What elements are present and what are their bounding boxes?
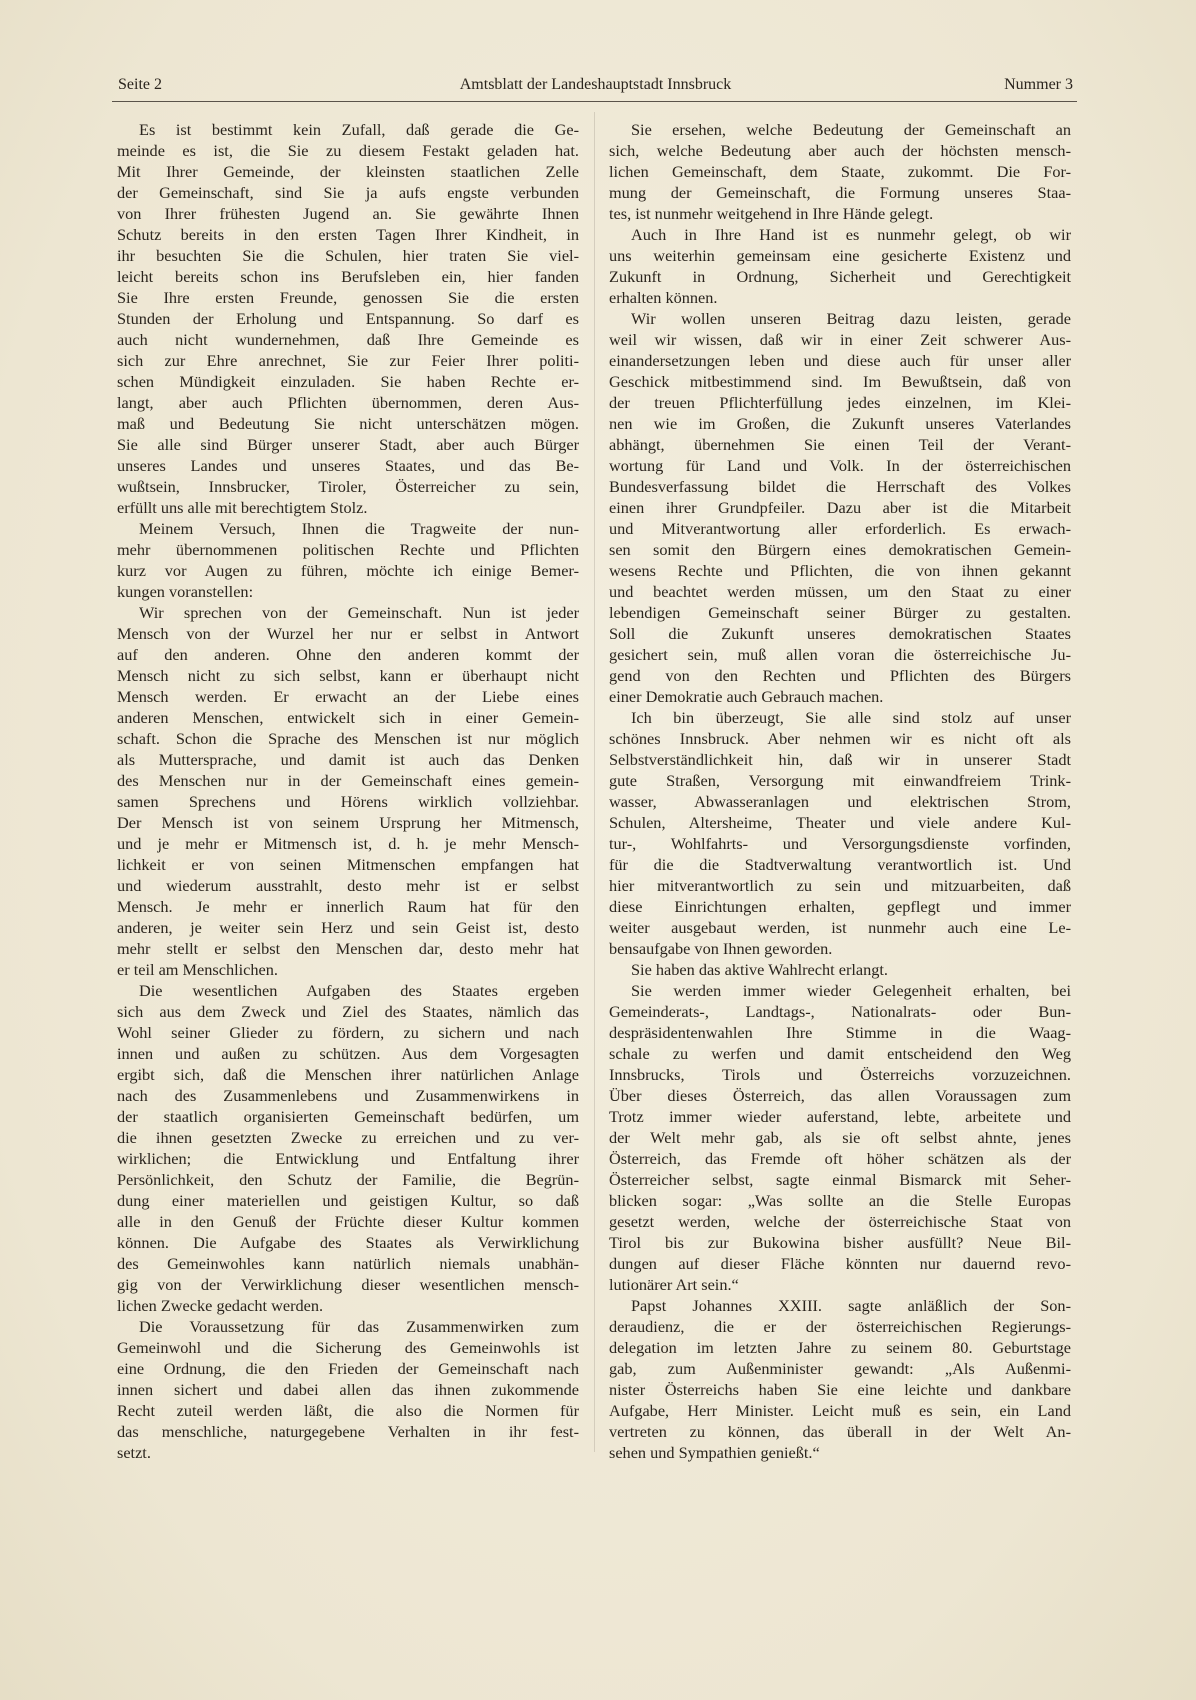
- text-line: langt, aber auch Pflichten übernommen, deren Aus-: [117, 393, 579, 412]
- text-line: Selbstverständlichkeit hin, daß wir in unserer Stadt: [609, 750, 1071, 769]
- text-line: mung der Gemeinschaft, die Formung unseres Staa-: [609, 183, 1071, 202]
- text-line: tes, ist nunmehr weitgehend in Ihre Hände gelegt.: [609, 204, 934, 223]
- text-line: schönes Innsbruck. Aber nehmen wir es nicht oft als: [609, 729, 1071, 748]
- text-line: sen somit den Bürgern eines demokratischen Gemein-: [609, 540, 1071, 559]
- text-line: von Ihrer frühesten Jugend an. Sie gewährte Ihnen: [117, 204, 579, 223]
- text-line: wortung für Land und Volk. In der österreichischen: [609, 456, 1071, 475]
- text-line: weil wir wissen, daß wir in einer Zeit schwerer Aus-: [609, 330, 1071, 349]
- text-line: Aufgabe, Herr Minister. Leicht muß es sein, ein Land: [609, 1401, 1071, 1420]
- publication-title: Amtsblatt der Landeshauptstadt Innsbruck: [459, 76, 732, 93]
- text-line: tur-, Wohlfahrts- und Versorgungsdienste vorfinden,: [609, 834, 1071, 853]
- text-line: weiter ausgebaut werden, ist nunmehr auch eine Le-: [609, 918, 1071, 937]
- text-line: dungen auf dieser Fläche könnten nur dauernd revo-: [609, 1254, 1071, 1273]
- text-line: sich aus dem Zweck und Ziel des Staates, nämlich das: [117, 1002, 579, 1021]
- text-line: Zukunft in Ordnung, Sicherheit und Gerechtigkeit: [609, 267, 1071, 286]
- text-line: ihr besuchten Sie die Schulen, hier traten Sie viel-: [117, 246, 579, 265]
- text-line: meinde es ist, die Sie zu diesem Festakt geladen hat.: [117, 141, 579, 160]
- text-line: nen wie im Großen, die Zukunft unseres Vaterlandes: [609, 414, 1071, 433]
- text-line: innen sichert und dabei allen das ihnen zukommende: [117, 1380, 579, 1399]
- text-line: Sie haben das aktive Wahlrecht erlangt.: [631, 960, 888, 979]
- text-line: samen Sprechens und Hörens wirklich vollziehbar.: [117, 792, 579, 811]
- text-line: Ich bin überzeugt, Sie alle sind stolz auf unser: [631, 708, 1071, 727]
- column-divider: [594, 112, 595, 1452]
- text-line: lutionärer Art sein.“: [609, 1275, 739, 1294]
- text-line: können. Die Aufgabe des Staates als Verwirklichung: [117, 1233, 579, 1252]
- text-line: Geschick mitbestimmend sind. Im Bewußtsein, daß von: [609, 372, 1071, 391]
- text-line: der Gemeinschaft, sind Sie ja aufs engste verbunden: [117, 183, 579, 202]
- text-line: Die Voraussetzung für das Zusammenwirken zum: [139, 1317, 579, 1336]
- text-line: Bundesverfassung bildet die Herrschaft des Volkes: [609, 477, 1071, 496]
- text-line: Trotz immer wieder auferstand, lebte, arbeitete und: [609, 1107, 1071, 1126]
- paragraph: [609, 308, 1071, 707]
- text-line: der Welt mehr gab, als sie oft selbst ahnte, jenes: [609, 1128, 1071, 1147]
- text-line: lebendigen Gemeinschaft seiner Bürger zu gestalten.: [609, 603, 1071, 622]
- text-line: als Muttersprache, und damit ist auch das Denken: [117, 750, 579, 769]
- text-line: despräsidentenwahlen Ihre Stimme in die Waag-: [609, 1023, 1071, 1042]
- text-line: erhalten können.: [609, 288, 718, 307]
- text-line: nach des Zusammenlebens und Zusammenwirkens in: [117, 1086, 579, 1105]
- text-line: kungen voranstellen:: [117, 582, 254, 601]
- text-line: wußtsein, Innsbrucker, Tiroler, Österreicher zu sein,: [117, 477, 579, 496]
- paragraph: [609, 707, 1071, 959]
- paragraph: [117, 119, 579, 518]
- text-line: Österreich, das Fremde oft höher schätzen als der: [609, 1149, 1071, 1168]
- text-line: setzt.: [117, 1443, 151, 1462]
- text-line: Gemeinwohl und die Sicherung des Gemeinwohls ist: [117, 1338, 579, 1357]
- text-line: delegation im letzten Jahre zu seinem 80. Geburtstage: [609, 1338, 1071, 1357]
- text-line: mehr übernommenen politischen Rechte und Pflichten: [117, 540, 579, 559]
- text-line: uns weiterhin gemeinsam eine gesicherte Existenz und: [609, 246, 1071, 265]
- text-line: diese Einrichtungen erhalten, gepflegt und immer: [609, 897, 1071, 916]
- text-line: Sie Ihre ersten Freunde, genossen Sie die ersten: [117, 288, 579, 307]
- text-column-left: [117, 119, 579, 1463]
- text-line: bensaufgabe von Ihnen geworden.: [609, 939, 833, 958]
- text-line: Wir sprechen von der Gemeinschaft. Nun ist jeder: [139, 603, 579, 622]
- paragraph: [609, 959, 1071, 980]
- text-line: schale zu werfen und damit entscheidend den Weg: [609, 1044, 1071, 1063]
- text-line: sich zur Ehre anrechnet, Sie zur Feier Ihrer politi-: [117, 351, 579, 370]
- text-line: abhängt, übernehmen Sie einen Teil der Verant-: [609, 435, 1071, 454]
- text-line: der treuen Pflichterfüllung jedes einzelnen, im Klei-: [609, 393, 1071, 412]
- text-line: dung einer materiellen und geistigen Kultur, so daß: [117, 1191, 579, 1210]
- text-line: lichen Gemeinschaft, dem Staate, zukommt. Die For-: [609, 162, 1071, 181]
- text-line: Wir wollen unseren Beitrag dazu leisten, gerade: [631, 309, 1071, 328]
- text-line: und Mitverantwortung aller erforderlich. Es erwach-: [609, 519, 1071, 538]
- text-line: nister Österreichs haben Sie eine leichte und dankbare: [609, 1380, 1071, 1399]
- paragraph: [117, 980, 579, 1316]
- text-line: vertreten zu können, das überall in der Welt An-: [609, 1422, 1071, 1441]
- text-line: Sie alle sind Bürger unserer Stadt, aber auch Bürger: [117, 435, 579, 454]
- paragraph: [609, 1295, 1071, 1463]
- text-line: schen Mündigkeit einzuladen. Sie haben Rechte er-: [117, 372, 579, 391]
- paragraph: [117, 602, 579, 980]
- text-line: auf den anderen. Ohne den anderen kommt der: [117, 645, 579, 664]
- text-line: Schutz bereits in den ersten Tagen Ihrer Kindheit, in: [117, 225, 579, 244]
- text-line: des Menschen nur in der Gemeinschaft eines gemein-: [117, 771, 579, 790]
- text-line: alle in den Genuß der Früchte dieser Kultur kommen: [117, 1212, 579, 1231]
- text-line: Österreicher selbst, sagte einmal Bismarck mit Seher-: [609, 1170, 1071, 1189]
- text-line: unseres Landes und unseres Staates, und das Be-: [117, 456, 579, 475]
- paragraph: [609, 119, 1071, 224]
- text-line: Recht zuteil werden läßt, die also die Normen für: [117, 1401, 579, 1420]
- text-line: Papst Johannes XXIII. sagte anläßlich der Son-: [631, 1296, 1071, 1315]
- text-line: wirklichen; die Entwicklung und Entfaltung ihrer: [117, 1149, 579, 1168]
- text-line: der staatlich organisierten Gemeinschaft bedürfen, um: [117, 1107, 579, 1126]
- header-rule: [112, 101, 1077, 102]
- text-line: und je mehr er Mitmensch ist, d. h. je mehr Mensch-: [117, 834, 579, 853]
- text-line: einandersetzungen leben und diese auch für unser aller: [609, 351, 1071, 370]
- text-line: kurz vor Augen zu führen, möchte ich einige Bemer-: [117, 561, 579, 580]
- paragraph: [609, 980, 1071, 1295]
- text-line: Mit Ihrer Gemeinde, der kleinsten staatlichen Zelle: [117, 162, 579, 181]
- text-line: innen und außen zu schützen. Aus dem Vorgesagten: [117, 1044, 579, 1063]
- text-line: die ihnen gesetzten Zwecke zu erreichen und zu ver-: [117, 1128, 579, 1147]
- text-line: Wohl seiner Glieder zu fördern, zu sichern und nach: [117, 1023, 579, 1042]
- text-line: des Gemeinwohles kann natürlich niemals unabhän-: [117, 1254, 579, 1273]
- paragraph: [117, 518, 579, 602]
- text-line: Mensch. Je mehr er innerlich Raum hat für den: [117, 897, 579, 916]
- text-line: schaft. Schon die Sprache des Menschen ist nur möglich: [117, 729, 579, 748]
- issue-number: Nummer 3: [1004, 76, 1073, 93]
- text-line: Mensch nicht zu sich selbst, kann er überhaupt nicht: [117, 666, 579, 685]
- text-line: erfüllt uns alle mit berechtigtem Stolz.: [117, 498, 368, 517]
- text-line: einen ihrer Grundpfeiler. Dazu aber ist die Mitarbeit: [609, 498, 1071, 517]
- text-line: anderen, je weiter sein Herz und sein Geist ist, desto: [117, 918, 579, 937]
- text-line: gend von den Rechten und Pflichten des Bürgers: [609, 666, 1071, 685]
- text-line: anderen Menschen, entwickelt sich in einer Gemein-: [117, 708, 579, 727]
- text-line: Es ist bestimmt kein Zufall, daß gerade die Ge-: [139, 120, 579, 139]
- text-line: Sie werden immer wieder Gelegenheit erhalten, bei: [631, 981, 1071, 1000]
- text-line: Gemeinderats-, Landtags-, Nationalrats- oder Bun-: [609, 1002, 1071, 1021]
- text-line: ergibt sich, daß die Menschen ihrer natürlichen Anlage: [117, 1065, 579, 1084]
- text-line: Tirol bis zur Bukowina bisher ausfüllt? Neue Bil-: [609, 1233, 1071, 1252]
- text-line: und beachtet werden müssen, um den Staat zu einer: [609, 582, 1071, 601]
- text-line: eine Ordnung, die den Frieden der Gemeinschaft nach: [117, 1359, 579, 1378]
- paragraph: [117, 1316, 579, 1463]
- text-line: gab, zum Außenminister gewandt: „Als Außenmi-: [609, 1359, 1071, 1378]
- text-line: gig von der Verwirklichung dieser wesentlichen mensch-: [117, 1275, 579, 1294]
- text-line: einer Demokratie auch Gebrauch machen.: [609, 687, 884, 706]
- text-line: das menschliche, naturgegebene Verhalten in ihr fest-: [117, 1422, 579, 1441]
- text-line: Stunden der Erholung und Entspannung. So darf es: [117, 309, 579, 328]
- page-header: [118, 76, 1073, 98]
- text-line: er teil am Menschlichen.: [117, 960, 278, 979]
- text-line: Innsbrucks, Tirols und Österreichs vorzuzeichnen.: [609, 1065, 1071, 1084]
- text-line: Soll die Zukunft unseres demokratischen Staates: [609, 624, 1071, 643]
- text-line: gesichert sein, muß allen voran die österreichische Ju-: [609, 645, 1071, 664]
- text-line: und wiederum ausstrahlt, desto mehr ist er selbst: [117, 876, 579, 895]
- text-line: lichen Zwecke gedacht werden.: [117, 1296, 324, 1315]
- text-line: Sie ersehen, welche Bedeutung der Gemeinschaft an: [631, 120, 1071, 139]
- page-number: Seite 2: [118, 76, 162, 93]
- text-line: hier mitverantwortlich zu sein und mitzuarbeiten, daß: [609, 876, 1071, 895]
- text-line: maß und Bedeutung Sie nicht unterschätzen mögen.: [117, 414, 579, 433]
- text-line: Mensch von der Wurzel her nur er selbst in Antwort: [117, 624, 579, 643]
- text-line: gute Straßen, Versorgung mit einwandfreiem Trink-: [609, 771, 1071, 790]
- text-line: Auch in Ihre Hand ist es nunmehr gelegt, ob wir: [631, 225, 1071, 244]
- text-line: wesens Rechte und Pflichten, die von ihnen gekannt: [609, 561, 1071, 580]
- text-line: Mensch werden. Er erwacht an der Liebe eines: [117, 687, 579, 706]
- text-line: sehen und Sympathien genießt.“: [609, 1443, 820, 1462]
- text-line: auch nicht wundernehmen, daß Ihre Gemeinde es: [117, 330, 579, 349]
- paragraph: [609, 224, 1071, 308]
- text-line: Die wesentlichen Aufgaben des Staates ergeben: [139, 981, 579, 1000]
- text-line: Der Mensch ist von seinem Ursprung her Mitmensch,: [117, 813, 579, 832]
- text-line: leicht bereits schon ins Berufsleben ein, hier fanden: [117, 267, 579, 286]
- text-line: wasser, Abwasseranlagen und elektrischen Strom,: [609, 792, 1071, 811]
- text-line: blicken sogar: „Was sollte an die Stelle Europas: [609, 1191, 1071, 1210]
- text-line: Persönlichkeit, den Schutz der Familie, die Begrün-: [117, 1170, 579, 1189]
- text-column-right: [609, 119, 1071, 1463]
- text-line: sich, welche Bedeutung aber auch der höchsten mensch-: [609, 141, 1071, 160]
- text-line: mehr stellt er selbst den Menschen dar, desto mehr hat: [117, 939, 579, 958]
- text-line: deraudienz, die er der österreichischen Regierungs-: [609, 1317, 1071, 1336]
- text-line: Schulen, Altersheime, Theater und viele andere Kul-: [609, 813, 1071, 832]
- text-line: lichkeit er von seinen Mitmenschen empfangen hat: [117, 855, 579, 874]
- text-line: gesetzt werden, welche der österreichische Staat von: [609, 1212, 1071, 1231]
- text-line: für die die Stadtverwaltung verantwortlich ist. Und: [609, 855, 1071, 874]
- text-line: Über dieses Österreich, das allen Voraussagen zum: [609, 1086, 1071, 1105]
- text-line: Meinem Versuch, Ihnen die Tragweite der nun-: [139, 519, 579, 538]
